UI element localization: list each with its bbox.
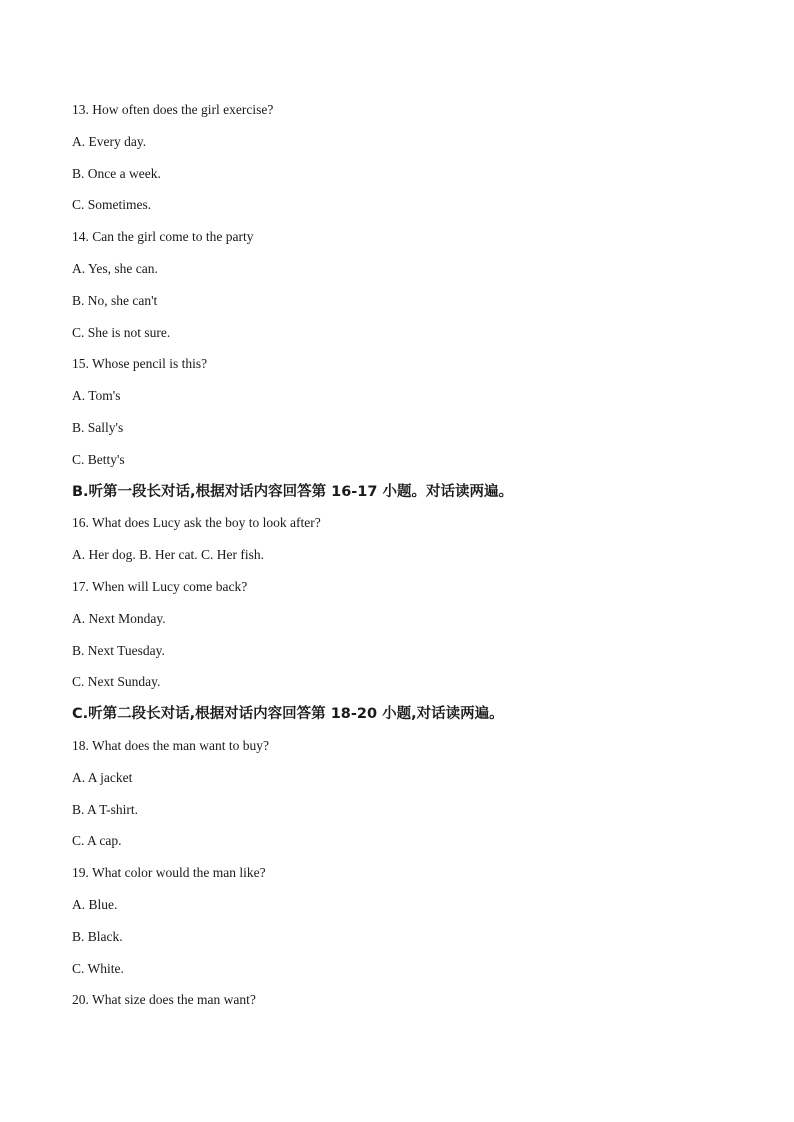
question-13-option-c: C. Sometimes. xyxy=(72,197,152,213)
question-19-option-a: A. Blue. xyxy=(72,896,118,912)
question-18-option-b: B. A T-shirt. xyxy=(72,801,139,817)
question-18-option-a: A. A jacket xyxy=(72,769,133,785)
question-15-text: 15. Whose pencil is this? xyxy=(72,356,208,372)
question-20-text: 20. What size does the man want? xyxy=(72,992,256,1008)
question-15-option-c: C. Betty's xyxy=(72,451,125,467)
question-19-option-b: B. Black. xyxy=(72,928,123,944)
question-17-option-c: C. Next Sunday. xyxy=(72,674,161,690)
document-page xyxy=(72,101,732,1023)
question-15-option-a: A. Tom's xyxy=(72,388,121,404)
question-14-option-a: A. Yes, she can. xyxy=(72,260,158,276)
question-13-text: 13. How often does the girl exercise? xyxy=(72,102,274,117)
question-13-option-a: A. Every day. xyxy=(72,133,147,149)
section-c-heading: C.听第二段长对话,根据对话内容回答第 18-20 小题,对话读两遍。 xyxy=(72,706,504,723)
question-16-text: 16. What does Lucy ask the boy to look after? xyxy=(72,515,321,531)
question-15-option-b: B. Sally's xyxy=(72,419,124,435)
question-17-text: 17. When will Lucy come back? xyxy=(72,578,248,594)
question-18-option-c: C. A cap. xyxy=(72,833,122,849)
question-13-option-b: B. Once a week. xyxy=(72,165,161,181)
question-14-option-b: B. No, she can't xyxy=(72,292,158,308)
question-14-option-c: C. She is not sure. xyxy=(72,324,171,340)
question-17-option-b: B. Next Tuesday. xyxy=(72,642,165,658)
question-19-option-c: C. White. xyxy=(72,960,124,976)
question-14-text: 14. Can the girl come to the party xyxy=(72,229,254,245)
question-18-text: 18. What does the man want to buy? xyxy=(72,737,269,753)
question-19-text: 19. What color would the man like? xyxy=(72,865,266,881)
section-b-heading: B.听第一段长对话,根据对话内容回答第 16-17 小题。对话读两遍。 xyxy=(72,483,514,500)
question-17-option-a: A. Next Monday. xyxy=(72,610,166,626)
question-16-options: A. Her dog. B. Her cat. C. Her fish. xyxy=(72,547,264,563)
